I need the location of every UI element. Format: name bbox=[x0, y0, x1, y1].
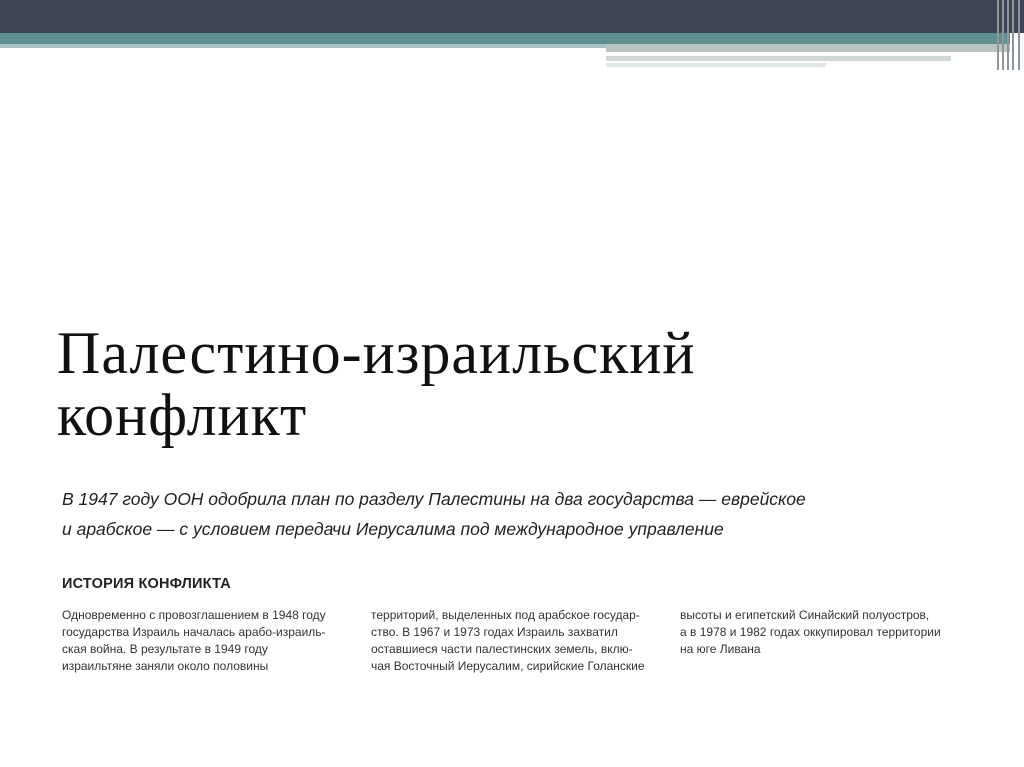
text-line: чая Восточный Иерусалим, сирийские Голанские bbox=[371, 659, 645, 673]
text-line: ская война. В результате в 1949 году bbox=[62, 642, 268, 656]
history-column-1 bbox=[62, 607, 362, 675]
lead-line-2: и арабское — с условием передачи Иерусалима под международное управление bbox=[62, 519, 724, 539]
text-line: государства Израиль началась арабо-израиль- bbox=[62, 625, 326, 639]
header-accent-bar-3 bbox=[606, 63, 826, 67]
section-heading: ИСТОРИЯ КОНФЛИКТА bbox=[62, 576, 231, 592]
header-teal-bar bbox=[0, 33, 1010, 44]
lead-line-1: В 1947 году ООН одобрила план по разделу Палестины на два государства — еврейское bbox=[62, 489, 806, 509]
text-line: израильтяне заняли около половины bbox=[62, 659, 269, 673]
text-line: Одновременно с провозглашением в 1948 году bbox=[62, 608, 326, 622]
header-accent-bar-1 bbox=[606, 44, 1010, 52]
text-line: оставшиеся части палестинских земель, вклю- bbox=[371, 642, 633, 656]
header-edge-lines bbox=[994, 0, 1020, 70]
header-accent-bar-2 bbox=[606, 56, 951, 61]
slide-title-line-1: Палестино-израильский bbox=[57, 320, 696, 386]
lead-paragraph bbox=[62, 484, 962, 544]
text-line: территорий, выделенных под арабское государ- bbox=[371, 608, 640, 622]
slide-title-line-2: конфликт bbox=[57, 382, 308, 448]
header-dark-bar bbox=[0, 0, 1024, 33]
history-column-2 bbox=[371, 607, 671, 675]
history-column-3 bbox=[680, 607, 980, 658]
slide-title bbox=[57, 322, 957, 446]
text-line: ство. В 1967 и 1973 годах Израиль захватил bbox=[371, 625, 618, 639]
text-line: на юге Ливана bbox=[680, 642, 761, 656]
text-line: а в 1978 и 1982 годах оккупировал территории bbox=[680, 625, 941, 639]
header-teal-light-bar bbox=[0, 44, 610, 48]
text-line: высоты и египетский Синайский полуостров, bbox=[680, 608, 930, 622]
